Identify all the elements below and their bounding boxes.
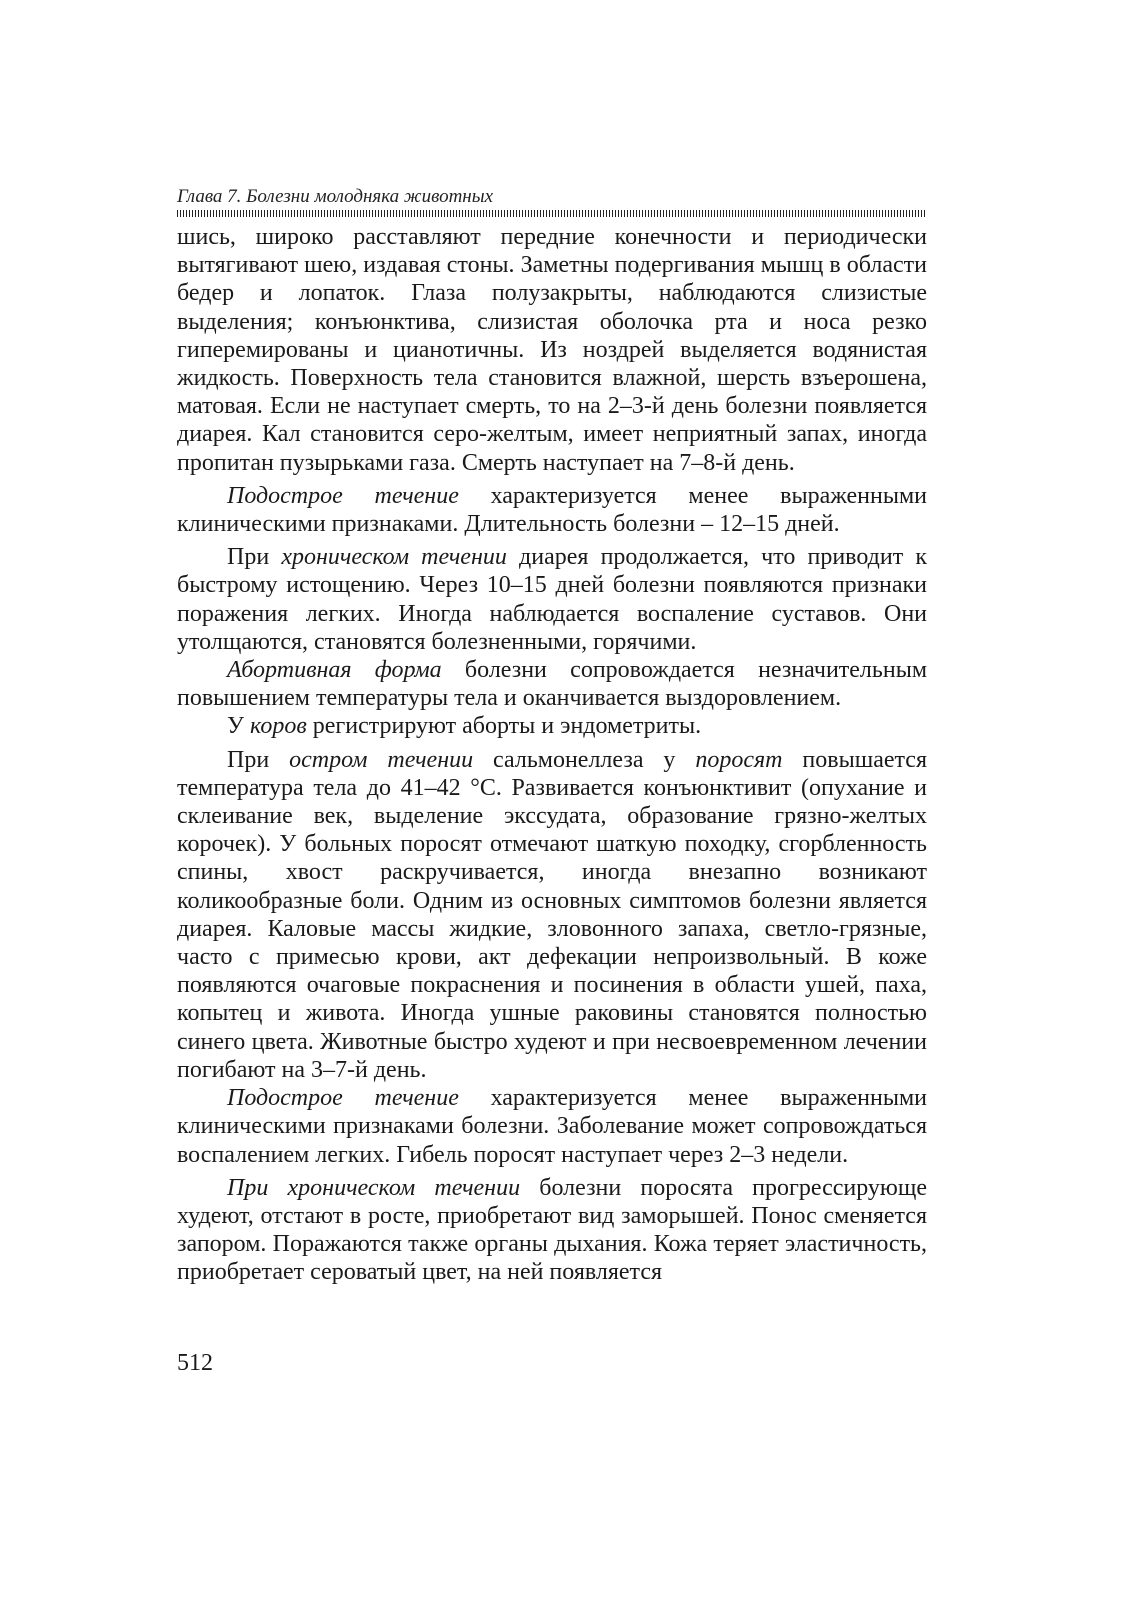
paragraph-cows (177, 712, 927, 740)
term-abortive: Абортивная форма (227, 657, 442, 684)
paragraph-acute (177, 746, 927, 1084)
term-cows: коров (250, 713, 307, 740)
paragraph-continuation (177, 223, 927, 477)
paragraph-text: У (227, 713, 250, 740)
term-piglets: поросят (695, 746, 783, 773)
term-subacute: Подострое течение (227, 482, 459, 509)
header-rule (177, 210, 927, 217)
running-head: Глава 7. Болезни молодняка животных (177, 186, 494, 207)
paragraph-text: диарея продолжается, что приводит к быстрому истощению. Через 10–15 дней болезни появляются признаки поражения легких. Иногда наблюдается воспаление суставов. Они утолщаются, становятся болезненными, горячими. (177, 544, 928, 655)
page-content (177, 186, 927, 1287)
term-chronic: хроническом течении (281, 544, 507, 571)
term-chronic: При хроническом течении (227, 1174, 521, 1201)
paragraph-text: характеризуется менее выраженными клиническими признаками болезни. Заболевание может сопровождаться воспалением легких. Гибель поросят наступает через 2–3 недели. (177, 1085, 927, 1168)
paragraph-text: При (227, 544, 282, 571)
paragraph-text: сальмонеллеза у (473, 746, 696, 773)
page-number: 512 (177, 1350, 213, 1376)
paragraph-chronic-2 (177, 1174, 927, 1287)
paragraph-text: регистрируют аборты и эндометриты. (306, 713, 702, 740)
paragraph-text: характеризуется менее выраженными клиническими признаками. Длительность болезни – 12–15 дней. (177, 482, 927, 538)
paragraph-text: При (227, 746, 290, 773)
paragraph-subacute-2 (177, 1084, 927, 1169)
paragraph-text: болезни поросята прогрессирующе худеют, отстают в росте, приобретают вид заморышей. Понос сменяется запором. Поражаются также органы дыхания. Кожа теряет эластичность, приобретает сероватый цвет, на ней появляется (177, 1174, 927, 1286)
paragraph-subacute-1 (177, 482, 927, 538)
paragraph-chronic-1 (177, 543, 927, 656)
term-acute: остром течении (289, 746, 474, 773)
paragraph-text: болезни сопровождается незначительным повышением температуры тела и оканчивается выздоровлением. (177, 657, 927, 712)
paragraph-abortive (177, 656, 927, 712)
term-subacute: Подострое течение (227, 1085, 459, 1112)
paragraph-text: шись, широко расставляют передние конечности и периодически вытягивают шею, издавая стоны. Заметны подергивания мышц в области бедер и лопаток. Глаза полузакрыты, наблюдаются слизистые выделения; конъюнктива, слизистая оболочка рта и носа резко гиперемированы и цианотичны. Из ноздрей выделяется водянистая жидкость. Поверхность тела становится влажной, шерсть взъерошена, матовая. Если не наступает смерть, то на 2–3-й день болезни появляется диарея. Кал становится серо-желтым, имеет неприятный запах, иногда пропитан пузырьками газа. Смерть наступает на 7–8-й день. (177, 224, 927, 476)
paragraph-text: повышается температура тела до 41–42 °С. Развивается конъюнктивит (опухание и склеивание век, выделение экссудата, образование грязно-желтых корочек). У больных поросят отмечают шаткую походку, сгорбленность спины, хвост раскручивается, иногда внезапно возникают коликообразные боли. Одним из основных симптомов болезни является диарея. Каловые массы жидкие, зловонного запаха, светло-грязные, часто с примесью крови, акт дефекации непроизвольный. В коже появляются очаговые покраснения и посинения в области ушей, паха, копытец и живота. Иногда ушные раковины становятся полностью синего цвета. Животные быстро худеют и при несвоевременном лечении погибают на 3–7-й день. (177, 746, 927, 1083)
body-text (177, 223, 927, 1287)
